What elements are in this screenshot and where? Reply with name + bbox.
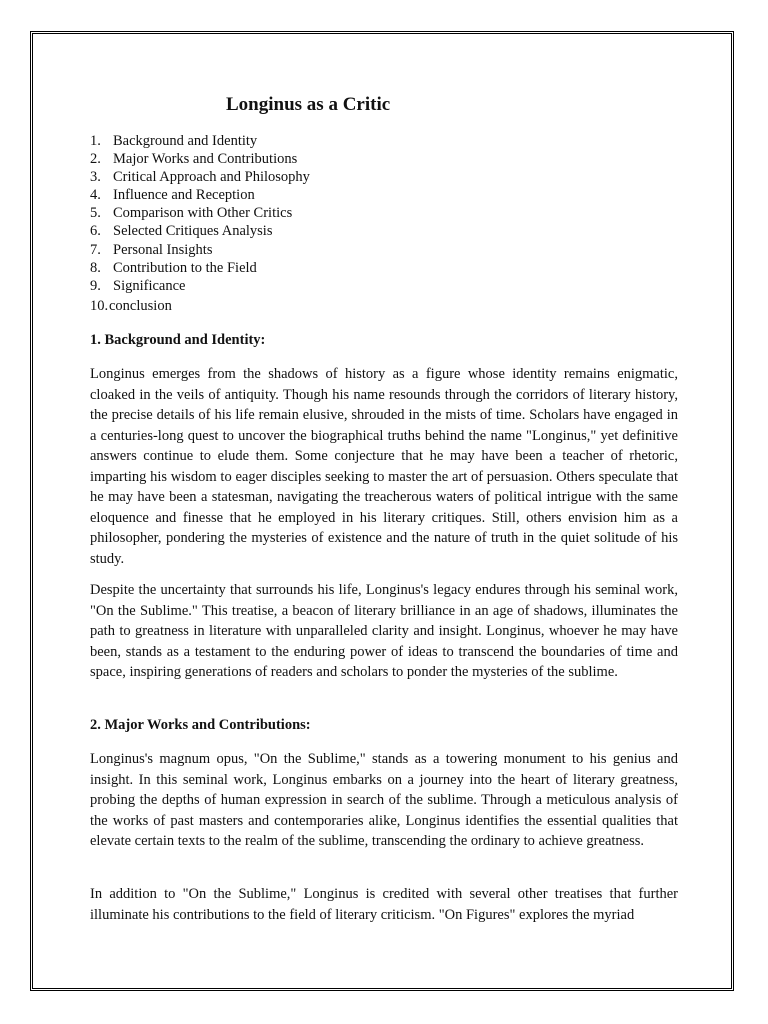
toc-item-label: Comparison with Other Critics xyxy=(113,205,293,222)
toc-item-label: Influence and Reception xyxy=(113,187,255,204)
toc-item-label: Selected Critiques Analysis xyxy=(113,223,273,240)
toc-item xyxy=(90,241,310,259)
toc-item-label: Significance xyxy=(113,277,186,294)
toc-item-number: 10. xyxy=(90,297,109,314)
toc-item-label: Critical Approach and Philosophy xyxy=(113,169,310,186)
toc-item-number: 8. xyxy=(90,259,101,276)
toc-item xyxy=(90,277,310,295)
document-title: Longinus as a Critic xyxy=(226,94,391,115)
toc-item-number: 6. xyxy=(90,223,101,240)
section-heading-major-works: 2. Major Works and Contributions: xyxy=(90,717,311,733)
toc-item xyxy=(90,168,310,186)
toc-item xyxy=(90,186,310,204)
toc-item xyxy=(90,150,310,168)
toc-item-number: 7. xyxy=(90,241,101,258)
toc-item-label: Contribution to the Field xyxy=(113,259,257,276)
paragraph-background-1: Longinus emerges from the shadows of history as a figure whose identity remains enigmatic, cloaked in the veils of antiquity. Though his name resounds through the corridors of literary history, the precise details of his life remain elusive, shrouded in the mists of time. Scholars have engaged in a centuries-long quest to uncover the biographical truths behind the name "Longinus," yet definitive answers continue to elude them. Some conjecture that he may have been a teacher of rhetoric, imparting his wisdom to eager disciples seeking to master the art of persuasion. Others speculate that he may have been a statesman, navigating the treacherous waters of political intrigue with the same eloquence and finesse that he employed in his literary critiques. Still, others envision him as a philosopher, pondering the mysteries of existence and the nature of truth in the quiet solitude of his study. xyxy=(90,366,678,567)
paragraph-background-2: Despite the uncertainty that surrounds his life, Longinus's legacy endures through his seminal work, "On the Sublime." This treatise, a beacon of literary brilliance in an age of shadows, illuminates the path to greatness in literature with unparalleled clarity and insight. Longinus, whoever he may have been, stands as a testament to the enduring power of ideas to transcend the boundaries of time and space, inspiring generations of readers and scholars to ponder the mysteries of the sublime. xyxy=(90,582,678,680)
toc-item-label: Background and Identity xyxy=(113,133,258,149)
toc-item-number: 1. xyxy=(90,133,101,149)
toc-item-number: 9. xyxy=(90,277,101,294)
section-heading-background: 1. Background and Identity: xyxy=(90,332,266,348)
toc-item xyxy=(90,259,310,277)
paragraph-major-works-1: Longinus's magnum opus, "On the Sublime," stands as a towering monument to his genius and insight. In this seminal work, Longinus embarks on a journey into the heart of literary greatness, probing the depths of human expression in search of the sublime. Through a meticulous analysis of the works of past masters and contemporaries alike, Longinus identifies the essential qualities that elevate certain texts to the realm of the sublime, transcending the ordinary to achieve greatness. xyxy=(90,751,678,849)
toc-item xyxy=(90,222,310,240)
toc-item-label: Personal Insights xyxy=(113,241,213,258)
toc-item-label: conclusion xyxy=(109,297,172,314)
toc-item-number: 2. xyxy=(90,151,101,168)
table-of-contents xyxy=(90,132,310,315)
toc-item xyxy=(90,297,310,315)
toc-item xyxy=(90,132,310,150)
toc-item-number: 5. xyxy=(90,205,101,222)
paragraph-major-works-2: In addition to "On the Sublime," Longinus is credited with several other treatises that further illuminate his contributions to the field of literary criticism. "On Figures" explores the myriad xyxy=(90,886,678,923)
toc-item-label: Major Works and Contributions xyxy=(113,151,298,168)
toc-item-number: 4. xyxy=(90,187,101,204)
toc-item xyxy=(90,204,310,222)
toc-item-number: 3. xyxy=(90,169,101,186)
